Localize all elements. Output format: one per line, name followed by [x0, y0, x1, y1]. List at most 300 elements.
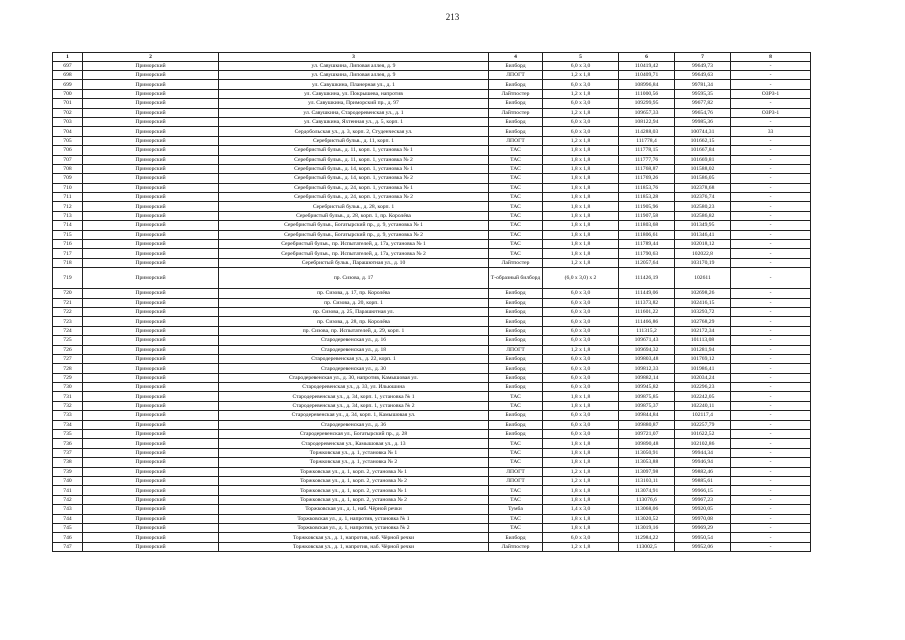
- address-cell: ул. Савушкина, Планерная ул., д. 1: [219, 80, 489, 89]
- x-coordinate-cell: 113019,16: [619, 523, 675, 532]
- structure-type-cell: Билборд: [489, 307, 543, 316]
- district-cell: Приморский: [83, 542, 219, 551]
- row-number-cell: 745: [53, 523, 83, 532]
- district-cell: Приморский: [83, 373, 219, 382]
- y-coordinate-cell: 99781,34: [675, 80, 731, 89]
- address-cell: Торжковская ул., д. 1, установка № 1: [219, 448, 489, 457]
- structure-type-cell: ТАС: [489, 439, 543, 448]
- district-cell: Приморский: [83, 307, 219, 316]
- size-cell: 6,0 x 3,0: [543, 99, 619, 108]
- size-cell: 1,8 x 1,8: [543, 174, 619, 183]
- x-coordinate-cell: 111907,58: [619, 211, 675, 220]
- x-coordinate-cell: 114288,03: [619, 127, 675, 136]
- structure-type-cell: ТАС: [489, 249, 543, 258]
- district-cell: Приморский: [83, 268, 219, 289]
- row-number-cell: 715: [53, 230, 83, 239]
- structure-type-cell: Билборд: [489, 364, 543, 373]
- size-cell: 6,0 x 3,0: [543, 289, 619, 298]
- table-row: [53, 268, 811, 289]
- table-row: [53, 458, 811, 467]
- district-cell: Приморский: [83, 533, 219, 542]
- size-cell: 6,0 x 3,0: [543, 117, 619, 126]
- row-number-cell: 739: [53, 467, 83, 476]
- table-row: [53, 117, 811, 126]
- row-number-cell: 742: [53, 495, 83, 504]
- y-coordinate-cell: 103170,19: [675, 258, 731, 267]
- x-coordinate-cell: 109657,33: [619, 108, 675, 117]
- structure-type-cell: Билборд: [489, 289, 543, 298]
- y-coordinate-cell: 101113,08: [675, 336, 731, 345]
- zone-cell: -: [731, 411, 811, 420]
- zone-cell: -: [731, 439, 811, 448]
- district-cell: Приморский: [83, 364, 219, 373]
- row-number-cell: 723: [53, 317, 83, 326]
- structure-type-cell: Билборд: [489, 298, 543, 307]
- x-coordinate-cell: 109812,33: [619, 364, 675, 373]
- size-cell: 1,2 x 1,8: [543, 89, 619, 98]
- row-number-cell: 703: [53, 117, 83, 126]
- x-coordinate-cell: 108122,94: [619, 117, 675, 126]
- zone-cell: -: [731, 70, 811, 79]
- address-cell: Серебристый бульв., д. 14, корп. 1, установка № 2: [219, 174, 489, 183]
- row-number-cell: 702: [53, 108, 83, 117]
- zone-cell: -: [731, 542, 811, 551]
- size-cell: 1,8 x 1,8: [543, 249, 619, 258]
- y-coordinate-cell: 99920,05: [675, 505, 731, 514]
- zone-cell: ОЗРЗ-1: [731, 89, 811, 98]
- x-coordinate-cell: 111803,68: [619, 221, 675, 230]
- district-cell: Приморский: [83, 448, 219, 457]
- address-cell: Стародеревенская ул., д. 18: [219, 345, 489, 354]
- zone-cell: -: [731, 230, 811, 239]
- district-cell: Приморский: [83, 108, 219, 117]
- table-row: [53, 289, 811, 298]
- address-cell: ул. Савушкина, Липовая аллея, д. 9: [219, 61, 489, 70]
- size-cell: 1,2 x 1,8: [543, 477, 619, 486]
- size-cell: 1,8 x 1,8: [543, 221, 619, 230]
- district-cell: Приморский: [83, 80, 219, 89]
- x-coordinate-cell: 109882,14: [619, 373, 675, 382]
- structure-type-cell: Т-образный билборд: [489, 268, 543, 289]
- row-number-cell: 698: [53, 70, 83, 79]
- address-cell: Стародеревенская ул., д. 30: [219, 364, 489, 373]
- structure-type-cell: ЛПОГТ: [489, 467, 543, 476]
- y-coordinate-cell: 103293,72: [675, 307, 731, 316]
- structure-type-cell: Лайтпостер: [489, 108, 543, 117]
- column-header: 2: [83, 53, 219, 62]
- structure-type-cell: Билборд: [489, 430, 543, 439]
- size-cell: 1,8 x 1,8: [543, 486, 619, 495]
- zone-cell: -: [731, 345, 811, 354]
- address-cell: Стародеревенская ул., д. 22, корп. 1: [219, 354, 489, 363]
- row-number-cell: 711: [53, 193, 83, 202]
- y-coordinate-cell: 101669,81: [675, 155, 731, 164]
- district-cell: Приморский: [83, 458, 219, 467]
- structure-type-cell: Билборд: [489, 61, 543, 70]
- structure-type-cell: Билборд: [489, 99, 543, 108]
- size-cell: 1,8 x 1,8: [543, 439, 619, 448]
- row-number-cell: 705: [53, 136, 83, 145]
- row-number-cell: 731: [53, 392, 83, 401]
- address-cell: ул. Савушкина, Стародеревенская ул., д. 1: [219, 108, 489, 117]
- address-cell: Торжковская ул., д. 1, напротив, установка № 2: [219, 523, 489, 532]
- zone-cell: -: [731, 146, 811, 155]
- size-cell: 6,0 x 3,0: [543, 354, 619, 363]
- row-number-cell: 706: [53, 146, 83, 155]
- structure-type-cell: Лайтпостер: [489, 89, 543, 98]
- y-coordinate-cell: 102172,34: [675, 326, 731, 335]
- size-cell: 1,8 x 1,8: [543, 392, 619, 401]
- size-cell: 1,2 x 1,8: [543, 108, 619, 117]
- size-cell: 6,0 x 3,0: [543, 317, 619, 326]
- table-row: [53, 258, 811, 267]
- table-row: [53, 146, 811, 155]
- address-cell: Стародеревенская ул., д. 16: [219, 336, 489, 345]
- y-coordinate-cell: 102768,29: [675, 317, 731, 326]
- structure-type-cell: ТАС: [489, 240, 543, 249]
- size-cell: 1,2 x 1,8: [543, 136, 619, 145]
- row-number-cell: 729: [53, 373, 83, 382]
- address-cell: Стародеревенская ул., Камышовая ул., д. 13: [219, 439, 489, 448]
- table-row: [53, 467, 811, 476]
- row-number-cell: 707: [53, 155, 83, 164]
- y-coordinate-cell: 101662,15: [675, 136, 731, 145]
- table-row: [53, 89, 811, 98]
- row-number-cell: 701: [53, 99, 83, 108]
- address-cell: Торжковская ул., д. 1, корп. 2, установка № 1: [219, 467, 489, 476]
- structure-type-cell: ТАС: [489, 164, 543, 173]
- zone-cell: -: [731, 164, 811, 173]
- row-number-cell: 733: [53, 411, 83, 420]
- x-coordinate-cell: 113053,88: [619, 458, 675, 467]
- zone-cell: -: [731, 383, 811, 392]
- row-number-cell: 716: [53, 240, 83, 249]
- y-coordinate-cell: 102296,23: [675, 383, 731, 392]
- zone-cell: -: [731, 307, 811, 316]
- district-cell: Приморский: [83, 155, 219, 164]
- table-row: [53, 392, 811, 401]
- y-coordinate-cell: 101622,52: [675, 430, 731, 439]
- row-number-cell: 735: [53, 430, 83, 439]
- district-cell: Приморский: [83, 345, 219, 354]
- row-number-cell: 709: [53, 174, 83, 183]
- row-number-cell: 720: [53, 289, 83, 298]
- zone-cell: -: [731, 486, 811, 495]
- row-number-cell: 736: [53, 439, 83, 448]
- x-coordinate-cell: 110419,42: [619, 61, 675, 70]
- size-cell: 1,8 x 1,8: [543, 523, 619, 532]
- table-row: [53, 298, 811, 307]
- district-cell: Приморский: [83, 146, 219, 155]
- table-row: [53, 174, 811, 183]
- address-cell: Серебристый бульв., д. 11, корп. 1, установка № 2: [219, 155, 489, 164]
- address-cell: Серебристый бульв., д. 14, корп. 1, установка № 1: [219, 164, 489, 173]
- district-cell: Приморский: [83, 99, 219, 108]
- row-number-cell: 719: [53, 268, 83, 289]
- x-coordinate-cell: 109803,48: [619, 354, 675, 363]
- x-coordinate-cell: 111905,96: [619, 202, 675, 211]
- district-cell: Приморский: [83, 326, 219, 335]
- table-row: [53, 108, 811, 117]
- zone-cell: -: [731, 202, 811, 211]
- zone-cell: -: [731, 99, 811, 108]
- y-coordinate-cell: 99595,35: [675, 89, 731, 98]
- address-cell: пр. Сизова, д. 28, пр. Королёва: [219, 317, 489, 326]
- row-number-cell: 743: [53, 505, 83, 514]
- x-coordinate-cell: 111790,63: [619, 249, 675, 258]
- structure-type-cell: Билборд: [489, 326, 543, 335]
- row-number-cell: 704: [53, 127, 83, 136]
- x-coordinate-cell: 111778,15: [619, 146, 675, 155]
- row-number-cell: 722: [53, 307, 83, 316]
- district-cell: Приморский: [83, 430, 219, 439]
- structure-type-cell: ТАС: [489, 174, 543, 183]
- x-coordinate-cell: 108996,84: [619, 80, 675, 89]
- size-cell: 6,0 x 3,0: [543, 80, 619, 89]
- row-number-cell: 727: [53, 354, 83, 363]
- table-row: [53, 533, 811, 542]
- address-cell: Стародеревенская ул., д. 34, корп. 1, Камышовая ул.: [219, 411, 489, 420]
- address-cell: Торжковская ул., д. 1, напротив, наб. Чёрной речки: [219, 533, 489, 542]
- zone-cell: -: [731, 268, 811, 289]
- row-number-cell: 700: [53, 89, 83, 98]
- zone-cell: 33: [731, 127, 811, 136]
- y-coordinate-cell: 99967,23: [675, 495, 731, 504]
- x-coordinate-cell: 111426,19: [619, 268, 675, 289]
- y-coordinate-cell: 99677,82: [675, 99, 731, 108]
- table-row: [53, 61, 811, 70]
- structure-type-cell: Билборд: [489, 336, 543, 345]
- x-coordinate-cell: 109671,43: [619, 336, 675, 345]
- district-cell: Приморский: [83, 477, 219, 486]
- table-row: [53, 317, 811, 326]
- district-cell: Приморский: [83, 202, 219, 211]
- y-coordinate-cell: 99654,76: [675, 108, 731, 117]
- y-coordinate-cell: 102416,15: [675, 298, 731, 307]
- y-coordinate-cell: 101346,41: [675, 230, 731, 239]
- size-cell: 1,2 x 1,8: [543, 70, 619, 79]
- district-cell: Приморский: [83, 523, 219, 532]
- row-number-cell: 746: [53, 533, 83, 542]
- district-cell: Приморский: [83, 495, 219, 504]
- address-cell: Серебристый бульв., д. 28, корп. 1, пр. Королёва: [219, 211, 489, 220]
- district-cell: Приморский: [83, 401, 219, 410]
- x-coordinate-cell: 109890,48: [619, 439, 675, 448]
- table-row: [53, 127, 811, 136]
- address-cell: Серебристый бульв., Богатырский пр., д. 9, установка № 2: [219, 230, 489, 239]
- row-number-cell: 708: [53, 164, 83, 173]
- zone-cell: -: [731, 467, 811, 476]
- x-coordinate-cell: 109945,82: [619, 383, 675, 392]
- x-coordinate-cell: 113020,52: [619, 514, 675, 523]
- row-number-cell: 741: [53, 486, 83, 495]
- district-cell: Приморский: [83, 117, 219, 126]
- zone-cell: -: [731, 211, 811, 220]
- structure-type-cell: ЛПОГТ: [489, 477, 543, 486]
- y-coordinate-cell: 101986,41: [675, 364, 731, 373]
- x-coordinate-cell: 111853,28: [619, 193, 675, 202]
- x-coordinate-cell: 111466,86: [619, 317, 675, 326]
- structure-type-cell: ТАС: [489, 514, 543, 523]
- structure-type-cell: ТАС: [489, 202, 543, 211]
- size-cell: 6,0 x 3,0: [543, 430, 619, 439]
- table-row: [53, 326, 811, 335]
- district-cell: Приморский: [83, 411, 219, 420]
- size-cell: 1,2 x 1,8: [543, 542, 619, 551]
- zone-cell: -: [731, 336, 811, 345]
- size-cell: 1,8 x 1,8: [543, 240, 619, 249]
- row-number-cell: 737: [53, 448, 83, 457]
- address-cell: пр. Сизова, д. 17: [219, 268, 489, 289]
- x-coordinate-cell: 111789,44: [619, 240, 675, 249]
- district-cell: Приморский: [83, 420, 219, 429]
- structure-type-cell: ТАС: [489, 221, 543, 230]
- structure-type-cell: Билборд: [489, 383, 543, 392]
- address-cell: Серебристый бульв., Богатырский пр., д. 9, установка № 1: [219, 221, 489, 230]
- x-coordinate-cell: 110409,71: [619, 70, 675, 79]
- row-number-cell: 718: [53, 258, 83, 267]
- y-coordinate-cell: 102102,86: [675, 439, 731, 448]
- column-header: 8: [731, 53, 811, 62]
- address-cell: Серебристый бульв., Парашютная ул., д. 10: [219, 258, 489, 267]
- column-header: 6: [619, 53, 675, 62]
- size-cell: 1,2 x 1,8: [543, 258, 619, 267]
- y-coordinate-cell: 102257,79: [675, 420, 731, 429]
- district-cell: Приморский: [83, 174, 219, 183]
- zone-cell: -: [731, 174, 811, 183]
- zone-cell: -: [731, 193, 811, 202]
- size-cell: 1,8 x 1,8: [543, 193, 619, 202]
- size-cell: 1,8 x 1,8: [543, 146, 619, 155]
- table-body: [53, 61, 811, 552]
- size-cell: 6,0 x 3,0: [543, 411, 619, 420]
- table-row: [53, 373, 811, 382]
- size-cell: 1,8 x 1,8: [543, 211, 619, 220]
- table-row: [53, 383, 811, 392]
- address-cell: пр. Сизова, д. 25, Парашютная ул.: [219, 307, 489, 316]
- x-coordinate-cell: 113097,98: [619, 467, 675, 476]
- table-row: [53, 193, 811, 202]
- table-row: [53, 230, 811, 239]
- structure-type-cell: ТАС: [489, 448, 543, 457]
- table-row: [53, 364, 811, 373]
- x-coordinate-cell: 113076,6: [619, 495, 675, 504]
- structure-type-cell: Лайтпостер: [489, 542, 543, 551]
- table-row: [53, 211, 811, 220]
- row-number-cell: 747: [53, 542, 83, 551]
- address-cell: пр. Сизова, д. 17, пр. Королёва: [219, 289, 489, 298]
- size-cell: 6,0 x 3,0: [543, 364, 619, 373]
- structure-type-cell: ТАС: [489, 392, 543, 401]
- table-row: [53, 99, 811, 108]
- district-cell: Приморский: [83, 289, 219, 298]
- x-coordinate-cell: 111601,22: [619, 307, 675, 316]
- row-number-cell: 697: [53, 61, 83, 70]
- address-cell: Серебристый бульв., д. 11, корп. 1, установка № 1: [219, 146, 489, 155]
- x-coordinate-cell: 109844,84: [619, 411, 675, 420]
- address-cell: Торжковская ул., д. 1, корп. 2, установка № 1: [219, 486, 489, 495]
- address-cell: Серебристый бульв., д. 24, корп. 1, установка № 2: [219, 193, 489, 202]
- row-number-cell: 717: [53, 249, 83, 258]
- district-cell: Приморский: [83, 211, 219, 220]
- table-row: [53, 136, 811, 145]
- column-header: 5: [543, 53, 619, 62]
- district-cell: Приморский: [83, 514, 219, 523]
- address-cell: Серебристый бульв., д. 28, корп. 1: [219, 202, 489, 211]
- address-cell: Стародеревенская ул., д. 36: [219, 420, 489, 429]
- zone-cell: -: [731, 317, 811, 326]
- table-row: [53, 486, 811, 495]
- row-number-cell: 710: [53, 183, 83, 192]
- structure-type-cell: Билборд: [489, 533, 543, 542]
- row-number-cell: 721: [53, 298, 83, 307]
- x-coordinate-cell: 111768,87: [619, 164, 675, 173]
- zone-cell: ОЗРЗ-1: [731, 108, 811, 117]
- district-cell: Приморский: [83, 249, 219, 258]
- zone-cell: -: [731, 326, 811, 335]
- zone-cell: -: [731, 155, 811, 164]
- address-cell: Сердобольская ул., д. 3, корп. 2, Студенческая ул.: [219, 127, 489, 136]
- size-cell: 1,8 x 1,8: [543, 202, 619, 211]
- size-cell: 1,4 x 3,0: [543, 505, 619, 514]
- size-cell: 1,2 x 1,8: [543, 345, 619, 354]
- x-coordinate-cell: 109875,85: [619, 392, 675, 401]
- size-cell: 1,2 x 1,8: [543, 467, 619, 476]
- row-number-cell: 699: [53, 80, 83, 89]
- structure-type-cell: ТАС: [489, 183, 543, 192]
- zone-cell: -: [731, 505, 811, 514]
- x-coordinate-cell: 111373,82: [619, 298, 675, 307]
- x-coordinate-cell: 111769,26: [619, 174, 675, 183]
- size-cell: 6,0 x 3,0: [543, 298, 619, 307]
- zone-cell: -: [731, 430, 811, 439]
- x-coordinate-cell: 111449,06: [619, 289, 675, 298]
- y-coordinate-cell: 99985,36: [675, 117, 731, 126]
- district-cell: Приморский: [83, 317, 219, 326]
- row-number-cell: 740: [53, 477, 83, 486]
- y-coordinate-cell: 102376,74: [675, 193, 731, 202]
- district-cell: Приморский: [83, 467, 219, 476]
- zone-cell: -: [731, 392, 811, 401]
- district-cell: Приморский: [83, 164, 219, 173]
- address-cell: пр. Сизова, д. 20, корп. 1: [219, 298, 489, 307]
- district-cell: Приморский: [83, 221, 219, 230]
- table-row: [53, 411, 811, 420]
- y-coordinate-cell: 101281,94: [675, 345, 731, 354]
- y-coordinate-cell: 101769,12: [675, 354, 731, 363]
- row-number-cell: 744: [53, 514, 83, 523]
- structure-type-cell: Билборд: [489, 373, 543, 382]
- zone-cell: -: [731, 448, 811, 457]
- size-cell: (6,0 x 3,0) x 2: [543, 268, 619, 289]
- size-cell: 6,0 x 3,0: [543, 373, 619, 382]
- y-coordinate-cell: 102240,11: [675, 401, 731, 410]
- structure-type-cell: Билборд: [489, 354, 543, 363]
- size-cell: 1,8 x 1,8: [543, 401, 619, 410]
- structure-type-cell: ТАС: [489, 486, 543, 495]
- district-cell: Приморский: [83, 230, 219, 239]
- size-cell: 1,8 x 1,8: [543, 495, 619, 504]
- structure-type-cell: ТАС: [489, 458, 543, 467]
- size-cell: 6,0 x 3,0: [543, 307, 619, 316]
- table-row: [53, 164, 811, 173]
- y-coordinate-cell: 99970,08: [675, 514, 731, 523]
- table-row: [53, 505, 811, 514]
- x-coordinate-cell: 111853,76: [619, 183, 675, 192]
- table-row: [53, 542, 811, 551]
- table-header-row: [53, 53, 811, 62]
- y-coordinate-cell: 101586,05: [675, 174, 731, 183]
